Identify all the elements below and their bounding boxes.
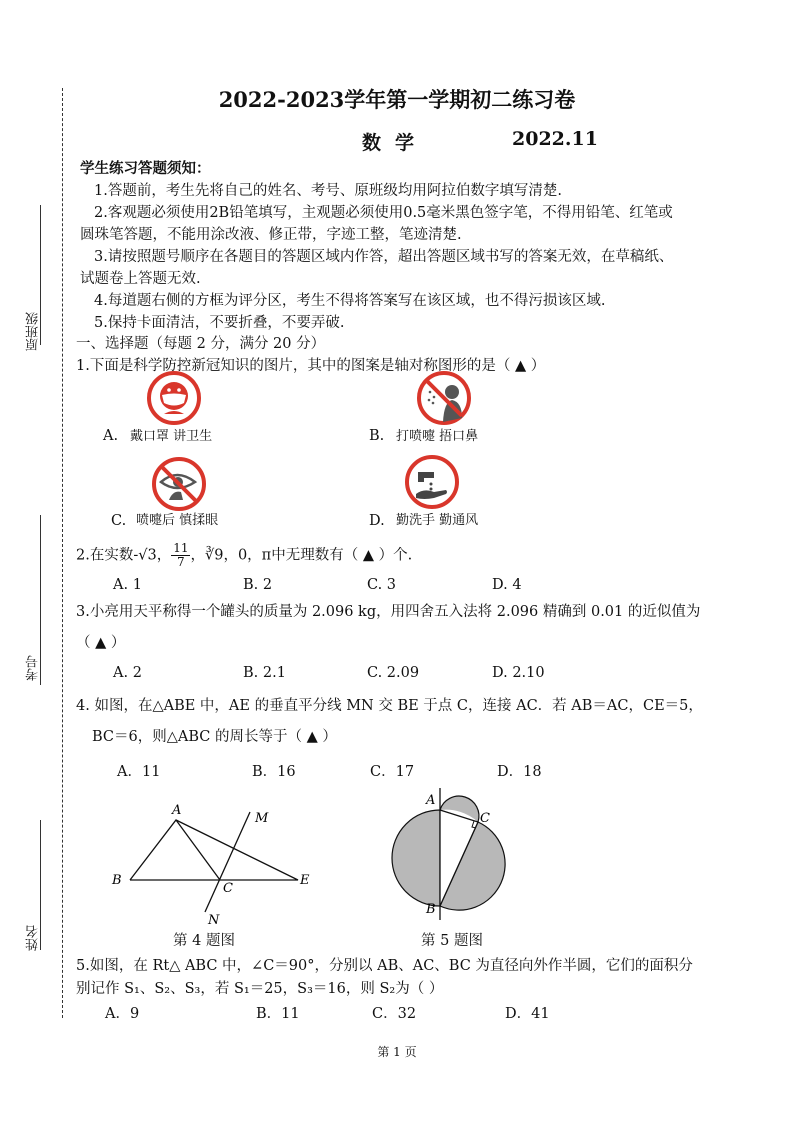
q4-point-b: B (112, 873, 122, 888)
q2-fraction-numerator: 11 (173, 541, 189, 555)
q2-stem (76, 542, 412, 569)
q4-point-c: C (223, 881, 233, 896)
notice-heading: 学生练习答题须知： (80, 160, 211, 177)
page-number: 第 1 页 (377, 1045, 417, 1059)
q2-option-d[interactable]: D. 4 (492, 577, 522, 593)
q1-option-b-caption: 打喷嚏 捂口鼻 (396, 429, 479, 444)
q1-option-b-letter[interactable]: B. (369, 428, 385, 444)
q4-option-a[interactable]: A．11 (117, 764, 161, 780)
q5-option-b[interactable]: B．11 (256, 1006, 300, 1022)
q4-point-e: E (300, 873, 310, 888)
q3-stem-line2: （ ▲ ） (76, 635, 126, 651)
q2-option-c[interactable]: C. 3 (367, 577, 397, 593)
q2-option-a[interactable]: A. 1 (113, 577, 142, 593)
notice-item-5: 5.保持卡面清洁，不要折叠，不要弄破. (94, 315, 345, 331)
q5-point-b: B (426, 902, 436, 917)
q1-stem: 1.下面是科学防控新冠知识的图片，其中的图案是轴对称图形的是（ ▲ ） (76, 358, 546, 374)
q5-option-c[interactable]: C．32 (372, 1006, 417, 1022)
q2-stem-part2: ，∛9，0，π中无理数有（ ▲ ）个. (190, 547, 413, 564)
notice-item-3: 3.请按照题号顺序在各题目的答题区域内作答，超出答题区域书写的答案无效，在草稿纸、 (94, 249, 674, 265)
q3-option-a[interactable]: A. 2 (113, 665, 142, 681)
q4-point-n: N (208, 913, 220, 928)
q3-option-d[interactable]: D. 2.10 (492, 665, 545, 681)
q1-option-a-letter[interactable]: A. (103, 428, 119, 444)
q5-point-c: C (480, 811, 490, 826)
q4-option-b[interactable]: B．16 (252, 764, 296, 780)
hand-wash-icon (404, 454, 460, 510)
q1-option-c-caption: 喷嚏后 慎揉眼 (136, 513, 219, 528)
q5-figure (390, 788, 520, 920)
q3-option-c[interactable]: C. 2.09 (367, 665, 420, 681)
q3-stem-line1: 3.小亮用天平称得一个罐头的质量为 2.096 kg，用四舍五入法将 2.096 精确到 0.01 的近似值为 (76, 604, 701, 620)
notice-item-1: 1.答题前，考生先将自己的姓名、考号、原班级均用阿拉伯数字填写清楚. (94, 183, 562, 199)
sneeze-icon (416, 370, 472, 426)
q2-fraction (171, 542, 190, 569)
q4-stem-line1: 4. 如图，在△ABE 中，AE 的垂直平分线 MN 交 BE 于点 C，连接 AC．若 AB＝AC，CE＝5， (76, 698, 703, 714)
q1-option-d-letter[interactable]: D. (369, 513, 385, 529)
q5-point-a: A (426, 793, 436, 808)
q4-point-a: A (172, 803, 182, 818)
notice-item-4: 4.每道题右侧的方框为评分区，考生不得将答案写在该区域，也不得污损该区域. (94, 293, 606, 309)
page-title: 2022-2023学年第一学期初二练习卷 (218, 87, 576, 112)
q1-option-a-caption: 戴口罩 讲卫生 (130, 429, 213, 444)
q2-stem-part1: 2.在实数-√3， (76, 547, 172, 564)
q4-stem-line2: BC＝6，则△ABC 的周长等于（ ▲ ） (92, 729, 337, 745)
q5-figure-caption: 第 5 题图 (421, 933, 483, 949)
q3-option-b[interactable]: B. 2.1 (243, 665, 286, 681)
mask-face-icon (146, 370, 202, 426)
q1-option-c-letter[interactable]: C. (111, 513, 127, 529)
class-label: 原班级 (26, 312, 41, 351)
binding-dashed-line (62, 88, 63, 1018)
notice-item-3-cont: 试题卷上答题无效. (80, 271, 201, 287)
q5-option-a[interactable]: A．9 (105, 1006, 140, 1022)
q5-stem-line2: 别记作 S₁、S₂、S₃，若 S₁＝25，S₃＝16，则 S₂为（ ） (76, 981, 444, 997)
notice-item-2-cont: 圆珠笔答题，不能用涂改液、修正带，字迹工整，笔迹清楚. (80, 227, 462, 243)
q4-point-m: M (255, 811, 269, 826)
subject-title: 数学 (362, 132, 429, 154)
q4-figure-caption: 第 4 题图 (173, 933, 235, 949)
section-heading: 一、选择题（每题 2 分，满分 20 分） (76, 336, 326, 352)
q4-option-c[interactable]: C．17 (370, 764, 415, 780)
q2-fraction-denominator: 7 (177, 555, 185, 569)
q2-option-b[interactable]: B. 2 (243, 577, 273, 593)
notice-item-2: 2.客观题必须使用2B铅笔填写，主观题必须使用0.5毫米黑色签字笔，不得用铅笔、红笔或 (94, 205, 673, 221)
exam-date: 2022.11 (512, 128, 598, 150)
q1-option-d-caption: 勤洗手 勤通风 (396, 513, 479, 528)
q5-stem-line1: 5.如图，在 Rt△ ABC 中，∠C＝90°，分别以 AB、AC、BC 为直径向外作半圆，它们的面积分 (76, 958, 693, 974)
q4-option-d[interactable]: D．18 (497, 764, 542, 780)
q5-option-d[interactable]: D．41 (505, 1006, 550, 1022)
name-label: 姓名 (26, 925, 41, 951)
eye-rub-icon (151, 456, 207, 512)
exam-no-label: 考号 (26, 655, 41, 681)
q4-figure (100, 800, 330, 930)
